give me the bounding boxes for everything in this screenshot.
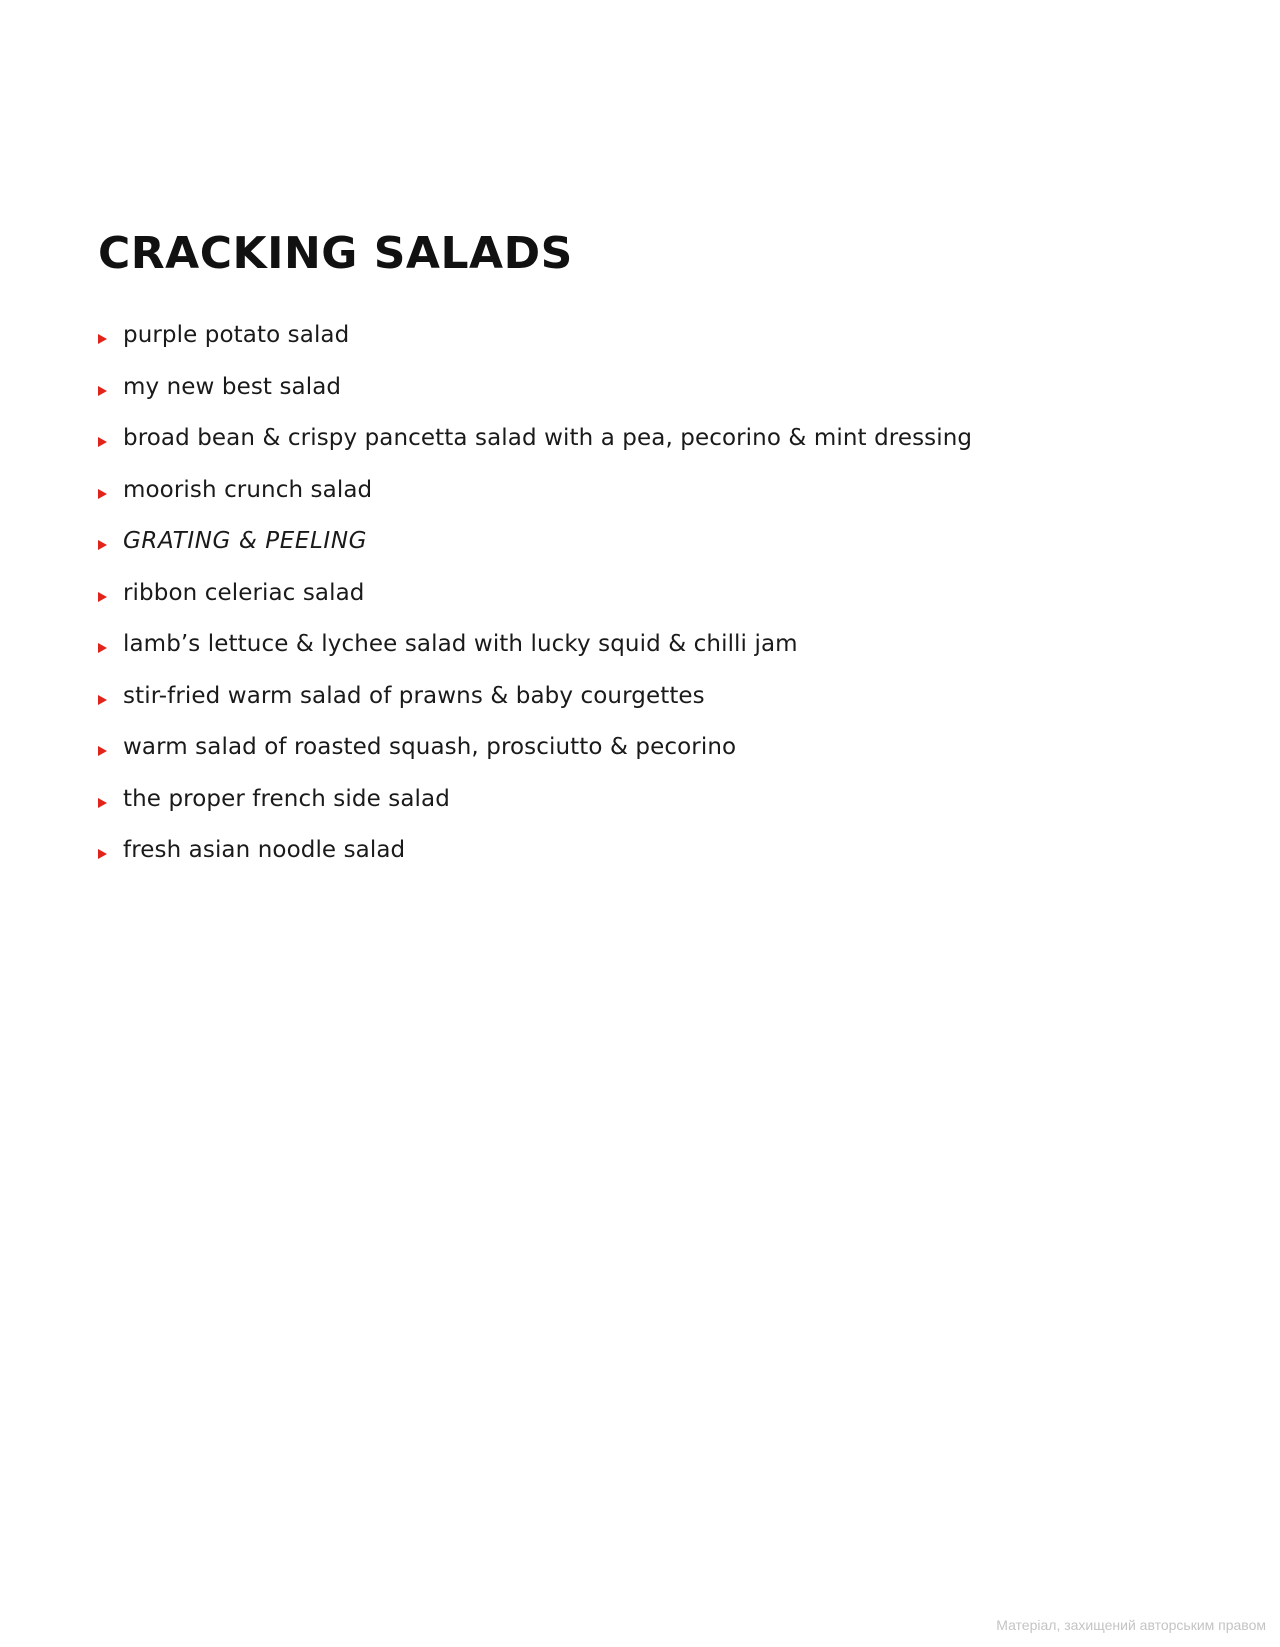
recipe-link-lambs-lettuce-lychee-salad[interactable]: lamb’s lettuce & lychee salad with lucky squid & chilli jam — [123, 631, 798, 657]
recipe-link-stir-fried-warm-salad[interactable]: stir-fried warm salad of prawns & baby courgettes — [123, 682, 705, 709]
recipe-link-my-new-best-salad[interactable]: my new best salad — [123, 373, 342, 400]
list-item — [98, 425, 1198, 477]
recipe-link-moorish-crunch-salad[interactable]: moorish crunch salad — [123, 476, 373, 503]
list-item — [98, 477, 1198, 529]
triangle-right-icon — [98, 592, 107, 602]
list-item — [98, 837, 1198, 889]
triangle-right-icon — [98, 386, 107, 396]
list-item — [98, 734, 1198, 786]
triangle-right-icon — [98, 437, 107, 447]
triangle-right-icon — [98, 334, 107, 344]
recipe-link-purple-potato-salad[interactable]: purple potato salad — [123, 322, 350, 348]
list-item — [98, 631, 1198, 683]
recipe-link-proper-french-side-salad[interactable]: the proper french side salad — [123, 785, 450, 812]
list-item — [98, 528, 1198, 580]
list-item — [98, 322, 1198, 374]
recipe-link-broad-bean-pancetta-salad[interactable]: broad bean & crispy pancetta salad with a pea, pecorino & mint dressing — [123, 425, 973, 451]
list-item — [98, 786, 1198, 838]
triangle-right-icon — [98, 489, 107, 499]
triangle-right-icon — [98, 643, 107, 653]
section-link-grating-peeling[interactable]: GRATING & PEELING — [123, 528, 368, 554]
triangle-right-icon — [98, 695, 107, 705]
chapter-title: CRACKING SALADS — [98, 228, 573, 279]
triangle-right-icon — [98, 798, 107, 808]
triangle-right-icon — [98, 849, 107, 859]
recipe-link-fresh-asian-noodle-salad[interactable]: fresh asian noodle salad — [123, 837, 406, 863]
triangle-right-icon — [98, 540, 107, 550]
copyright-watermark: Матеріал, захищений авторським правом — [996, 1617, 1266, 1633]
list-item — [98, 683, 1198, 735]
recipe-list — [98, 322, 1198, 889]
triangle-right-icon — [98, 746, 107, 756]
list-item — [98, 374, 1198, 426]
recipe-link-ribbon-celeriac-salad[interactable]: ribbon celeriac salad — [123, 579, 365, 606]
list-item — [98, 580, 1198, 632]
recipe-link-warm-roasted-squash-salad[interactable]: warm salad of roasted squash, prosciutto & pecorino — [123, 734, 737, 760]
